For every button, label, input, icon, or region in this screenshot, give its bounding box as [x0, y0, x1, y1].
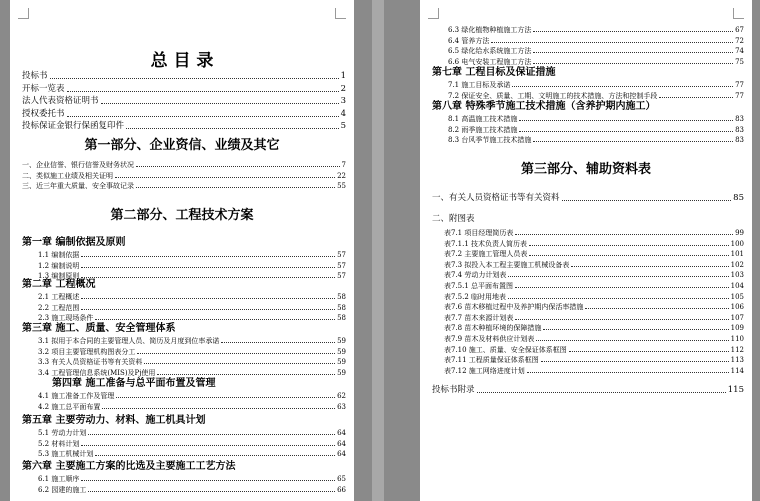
toc-page-number: 83: [735, 115, 744, 123]
dot-leader: [529, 245, 729, 246]
toc-entry-text: 8.3 台风季节施工技术措施: [448, 136, 532, 144]
dot-leader: [137, 353, 335, 354]
toc-page-number: 105: [730, 292, 744, 301]
toc-entry[interactable]: [38, 336, 346, 346]
toc-entry[interactable]: [38, 391, 346, 401]
toc-page-number: 74: [735, 47, 744, 55]
dot-leader: [529, 255, 728, 256]
toc-page-number: 72: [735, 36, 744, 45]
toc-entry-text: 3.2 项目主要管理机构图表分工: [38, 347, 136, 356]
toc-entry[interactable]: [22, 171, 346, 181]
toc-entry[interactable]: [38, 250, 346, 260]
dot-leader: [562, 200, 732, 201]
toc-entry-text: 1.2 编制说明: [38, 261, 80, 270]
toc-entry-text: 8.1 高温施工技术措施: [448, 115, 518, 123]
toc-page-number: 77: [735, 91, 744, 100]
toc-page-number: 104: [730, 282, 744, 290]
dot-leader: [88, 491, 335, 492]
toc-page-number: 64: [337, 450, 346, 458]
toc-page-number: 102: [730, 260, 744, 269]
toc-page-number: 55: [337, 182, 346, 190]
toc-entry[interactable]: [38, 474, 346, 484]
toc-entry-text: 5.3 施工机械计划: [38, 450, 94, 458]
chapter-heading-ch4[interactable]: [52, 377, 346, 391]
toc-page-number: 1: [340, 71, 346, 81]
dot-leader: [659, 97, 733, 98]
toc-entry-text: 表7.1 项目经理简历表: [444, 229, 514, 237]
toc-entry-text: 4.2 施工总平面布置: [38, 402, 101, 411]
dot-leader: [515, 319, 728, 320]
toc-entry-text: 投标书: [22, 71, 48, 81]
toc-entry-text: 6.6 电气安装工程施工方法: [448, 57, 532, 66]
toc-entry[interactable]: [38, 402, 346, 412]
dot-leader: [67, 116, 339, 117]
chapter-title: 第四章 施工准备与总平面布置及管理: [52, 378, 216, 389]
chapter-heading-ch1[interactable]: [22, 236, 346, 250]
toc-entry-section[interactable]: [432, 192, 744, 204]
toc-entry-text: 表7.12 施工网络进度计划: [444, 366, 525, 375]
toc-entry[interactable]: [448, 46, 744, 56]
dot-leader: [136, 187, 335, 188]
toc-entry-text: 表7.3 拟投入本工程主要施工机械设备表: [444, 260, 570, 269]
toc-page-number: 67: [735, 26, 744, 34]
toc-entry-text: 表7.1.1 技术负责人简历表: [444, 239, 528, 248]
chapter-title: 第六章 主要施工方案的比选及主要施工工艺方法: [22, 461, 236, 472]
dot-leader: [81, 445, 335, 446]
toc-page-number: 64: [337, 429, 346, 437]
toc-entry-table[interactable]: [444, 249, 744, 259]
toc-page-number: 3: [340, 96, 346, 106]
toc-entry-text: 3.4 工程管理信息系统(MIS)及Pj使用: [38, 368, 156, 377]
chapter-title: 第一章 编制依据及原则: [22, 237, 126, 248]
dot-leader: [571, 266, 728, 267]
toc-page-number: 114: [730, 366, 744, 375]
toc-entry[interactable]: [38, 428, 346, 438]
toc-entry[interactable]: [448, 125, 744, 135]
chapter-title: 第二章 工程概况: [22, 279, 96, 290]
chapter-heading-ch3[interactable]: [22, 322, 346, 336]
dot-leader: [533, 141, 733, 142]
toc-page-number: 103: [730, 271, 744, 280]
toc-entry[interactable]: [38, 357, 346, 367]
dot-leader: [491, 42, 733, 43]
toc-page-number: 63: [337, 402, 346, 411]
toc-title: 总 目 录: [150, 51, 214, 71]
dot-leader: [569, 351, 729, 352]
toc-entry-text: 授权委托书: [22, 108, 65, 119]
toc-entry-text: 开标一览表: [22, 83, 65, 94]
toc-entry-text: 6.4 管养方法: [448, 36, 490, 45]
toc-entry-table[interactable]: [444, 355, 744, 365]
toc-entry-table[interactable]: [444, 270, 744, 280]
toc-page-number: 113: [730, 356, 744, 365]
toc-entry-text: 6.2 园建的施工: [38, 485, 87, 494]
toc-entry-text: 表7.7 苗木来源计划表: [444, 313, 514, 322]
toc-entry-table[interactable]: [444, 302, 744, 312]
toc-entry[interactable]: [22, 160, 346, 170]
dot-leader: [533, 31, 733, 32]
toc-entry-text: 二、类似施工业绩及相关证明: [22, 171, 113, 180]
toc-entry-table[interactable]: [444, 281, 744, 291]
toc-entry-text: 8.2 雨季施工技术措施: [448, 125, 518, 134]
dot-leader: [508, 298, 729, 299]
dot-leader: [102, 408, 335, 409]
dot-leader: [477, 392, 726, 393]
toc-page-number: 4: [340, 108, 346, 119]
toc-entry-text: 一、企业信誉、银行信誉及财务状况: [22, 161, 134, 169]
toc-entry[interactable]: [38, 303, 346, 313]
toc-entry-text: 表7.5.1 总平面布置图: [444, 282, 514, 290]
toc-entry-text: 5.1 劳动力计划: [38, 429, 87, 437]
toc-entry-front[interactable]: [22, 83, 346, 95]
dot-leader: [533, 52, 733, 53]
toc-entry[interactable]: [38, 449, 346, 459]
toc-entry-text: 6.3 绿化植物种植施工方法: [448, 26, 532, 34]
toc-page-number: 110: [730, 335, 744, 343]
chapter-title: 第七章 工程目标及保证措施: [432, 67, 556, 78]
toc-entry-text: 4.1 施工准备工作及管理: [38, 392, 115, 400]
dot-leader: [585, 308, 728, 309]
toc-entry-table[interactable]: [444, 345, 744, 355]
toc-page-number: 77: [735, 81, 744, 89]
toc-entry-text: 表7.6 苗木移植过程中及养护期内保活率措施: [444, 303, 584, 312]
chapter-heading-ch8[interactable]: [432, 100, 744, 114]
toc-page-number: 83: [735, 136, 744, 144]
chapter-heading-ch2[interactable]: [22, 278, 346, 292]
toc-page-number: 65: [337, 475, 346, 483]
toc-entry[interactable]: [38, 347, 346, 357]
dot-leader: [81, 298, 335, 299]
dot-leader: [116, 397, 335, 398]
toc-entry[interactable]: [38, 439, 346, 449]
toc-page-number: 57: [337, 261, 346, 270]
toc-page-number: 75: [735, 57, 744, 66]
document-page-right: [420, 0, 752, 501]
toc-entry-table[interactable]: [444, 239, 744, 249]
toc-entry[interactable]: [448, 114, 744, 124]
crop-mark: [428, 8, 439, 19]
toc-page-number: 59: [337, 337, 346, 345]
toc-page-number: 85: [733, 193, 744, 203]
toc-entry-text: 2.1 工程概述: [38, 293, 80, 301]
dot-leader: [67, 91, 339, 92]
toc-page-number: 112: [730, 345, 744, 354]
dot-leader: [50, 78, 339, 79]
dot-leader: [512, 86, 733, 87]
toc-entry[interactable]: [38, 368, 346, 378]
toc-entry[interactable]: [38, 292, 346, 302]
toc-entry[interactable]: [448, 36, 744, 46]
toc-entry-front[interactable]: [22, 108, 346, 120]
dot-leader: [126, 128, 339, 129]
chapter-heading-ch6[interactable]: [22, 460, 346, 474]
toc-entry-table[interactable]: [444, 292, 744, 302]
toc-entry-text: 表7.11 工程质量保证体系框图: [444, 356, 539, 365]
dot-leader: [95, 319, 335, 320]
toc-entry-table[interactable]: [444, 228, 744, 238]
toc-page-number: 64: [337, 439, 346, 448]
part-title: 第一部分、企业资信、业绩及其它: [84, 138, 280, 153]
toc-entry[interactable]: [448, 25, 744, 35]
toc-page-number: 2: [340, 83, 346, 94]
toc-entry-text: 表7.5.2 临时用地表: [444, 292, 507, 301]
toc-entry-front[interactable]: [22, 70, 346, 82]
toc-entry-text: 3.1 拟用于本合同的主要管理人员、简历及月度到位率承诺: [38, 337, 220, 345]
toc-entry-text: 7.2 保证安全、质量、工期、文明施工的技术措施、方法和控制手段: [448, 91, 658, 100]
toc-page-number: 7: [341, 161, 346, 169]
toc-entry-text: 表7.10 施工、质量、安全保证体系框图: [444, 345, 567, 354]
toc-entry-text: 一、有关人员资格证书等有关资料: [432, 193, 560, 203]
toc-entry-table[interactable]: [444, 313, 744, 323]
toc-page-number: 22: [337, 171, 346, 180]
toc-entry-table[interactable]: [444, 366, 744, 376]
toc-page-number: 115: [727, 385, 744, 395]
crop-mark: [733, 8, 744, 19]
toc-page-number: 66: [337, 485, 346, 494]
dot-leader: [536, 340, 728, 341]
toc-entry-text: 表7.4 劳动力计划表: [444, 271, 507, 280]
dot-leader: [157, 374, 335, 375]
toc-entry[interactable]: [448, 91, 744, 101]
toc-page-number: 99: [735, 229, 744, 237]
toc-entry-text: 5.2 材料计划: [38, 439, 80, 448]
section-heading[interactable]: [432, 213, 744, 225]
toc-page-number: 83: [735, 125, 744, 134]
toc-entry-text: 1.3 编制原则: [38, 272, 80, 280]
dot-leader: [541, 361, 729, 362]
toc-page-number: 57: [337, 251, 346, 259]
dot-leader: [515, 287, 729, 288]
chapter-title: 第三章 施工、质量、安全管理体系: [22, 323, 176, 334]
toc-page-number: 101: [730, 250, 744, 259]
dot-leader: [533, 63, 733, 64]
toc-entry-table[interactable]: [444, 323, 744, 333]
toc-page-number: 5: [340, 121, 346, 131]
dot-leader: [81, 309, 335, 310]
toc-entry-appendix[interactable]: [432, 384, 744, 396]
toc-page-number: 58: [337, 293, 346, 301]
toc-entry-text: 1.1 编制依据: [38, 251, 80, 259]
dot-leader: [81, 267, 335, 268]
toc-entry-front[interactable]: [22, 120, 346, 132]
toc-page-number: 100: [730, 239, 744, 248]
toc-entry-text: 7.1 施工目标及承诺: [448, 81, 511, 89]
toc-entry[interactable]: [448, 80, 744, 90]
dot-leader: [95, 455, 335, 456]
crop-mark: [18, 8, 29, 19]
toc-entry-text: 表7.2 主要施工管理人员表: [444, 250, 528, 259]
toc-entry-text: 6.1 施工顺序: [38, 475, 80, 483]
section-title: 二、附图表: [432, 214, 475, 224]
toc-page-number: 107: [730, 313, 744, 322]
dot-leader: [136, 166, 340, 167]
dot-leader: [508, 276, 728, 277]
toc-page-number: 106: [730, 303, 744, 312]
dot-leader: [81, 480, 335, 481]
chapter-title: 第五章 主要劳动力、材料、施工机具计划: [22, 415, 206, 426]
dot-leader: [101, 103, 339, 104]
dot-leader: [527, 372, 729, 373]
part-title: 第二部分、工程技术方案: [110, 208, 254, 223]
toc-page-number: 58: [337, 303, 346, 312]
toc-entry-text: 投标保证金银行保函复印件: [22, 121, 125, 131]
dot-leader: [81, 256, 335, 257]
toc-entry-text: 2.2 工程范围: [38, 303, 80, 312]
toc-page-number: 62: [337, 392, 346, 400]
toc-page-number: 59: [337, 347, 346, 356]
part-title: 第三部分、辅助资料表: [520, 162, 651, 177]
toc-entry-text: 表7.8 苗木种植环境的保障措施: [444, 324, 542, 333]
chapter-heading-ch7[interactable]: [432, 66, 744, 80]
toc-page-number: 57: [337, 272, 346, 280]
toc-entry[interactable]: [38, 261, 346, 271]
toc-entry-table[interactable]: [444, 260, 744, 270]
dot-leader: [519, 131, 733, 132]
toc-page-number: 59: [337, 358, 346, 366]
toc-entry[interactable]: [22, 181, 346, 191]
toc-page-number: 58: [337, 314, 346, 322]
toc-entry-table[interactable]: [444, 334, 744, 344]
toc-entry-text: 3.3 有关人员资格证书等有关资料: [38, 358, 143, 366]
crop-mark: [335, 8, 346, 19]
toc-entry[interactable]: [448, 57, 744, 67]
toc-entry-text: 表7.9 苗木及材料供应计划表: [444, 335, 535, 343]
toc-page-number: 59: [337, 368, 346, 377]
toc-entry-text: 法人代表资格证明书: [22, 96, 99, 106]
document-page-left: [10, 0, 354, 501]
toc-entry-text: 2.3 施工现场条件: [38, 314, 94, 322]
chapter-heading-ch5[interactable]: [22, 414, 346, 428]
page-gap-scrollbar[interactable]: [372, 0, 384, 501]
dot-leader: [543, 329, 728, 330]
toc-entry-text: 投标书附录: [432, 385, 475, 395]
toc-entry-text: 6.5 绿化给水系统施工方法: [448, 47, 532, 55]
toc-entry[interactable]: [38, 485, 346, 495]
chapter-title: 第八章 特殊季节施工技术措施（含养护期内施工）: [432, 101, 656, 112]
toc-entry-front[interactable]: [22, 95, 346, 107]
dot-leader: [115, 177, 335, 178]
toc-entry[interactable]: [448, 135, 744, 145]
dot-leader: [519, 120, 733, 121]
dot-leader: [88, 434, 335, 435]
toc-entry-text: 三、近三年重大质量、安全事故记录: [22, 182, 134, 190]
dot-leader: [515, 234, 733, 235]
toc-page-number: 109: [730, 324, 744, 333]
dot-leader: [221, 342, 335, 343]
dot-leader: [144, 363, 335, 364]
